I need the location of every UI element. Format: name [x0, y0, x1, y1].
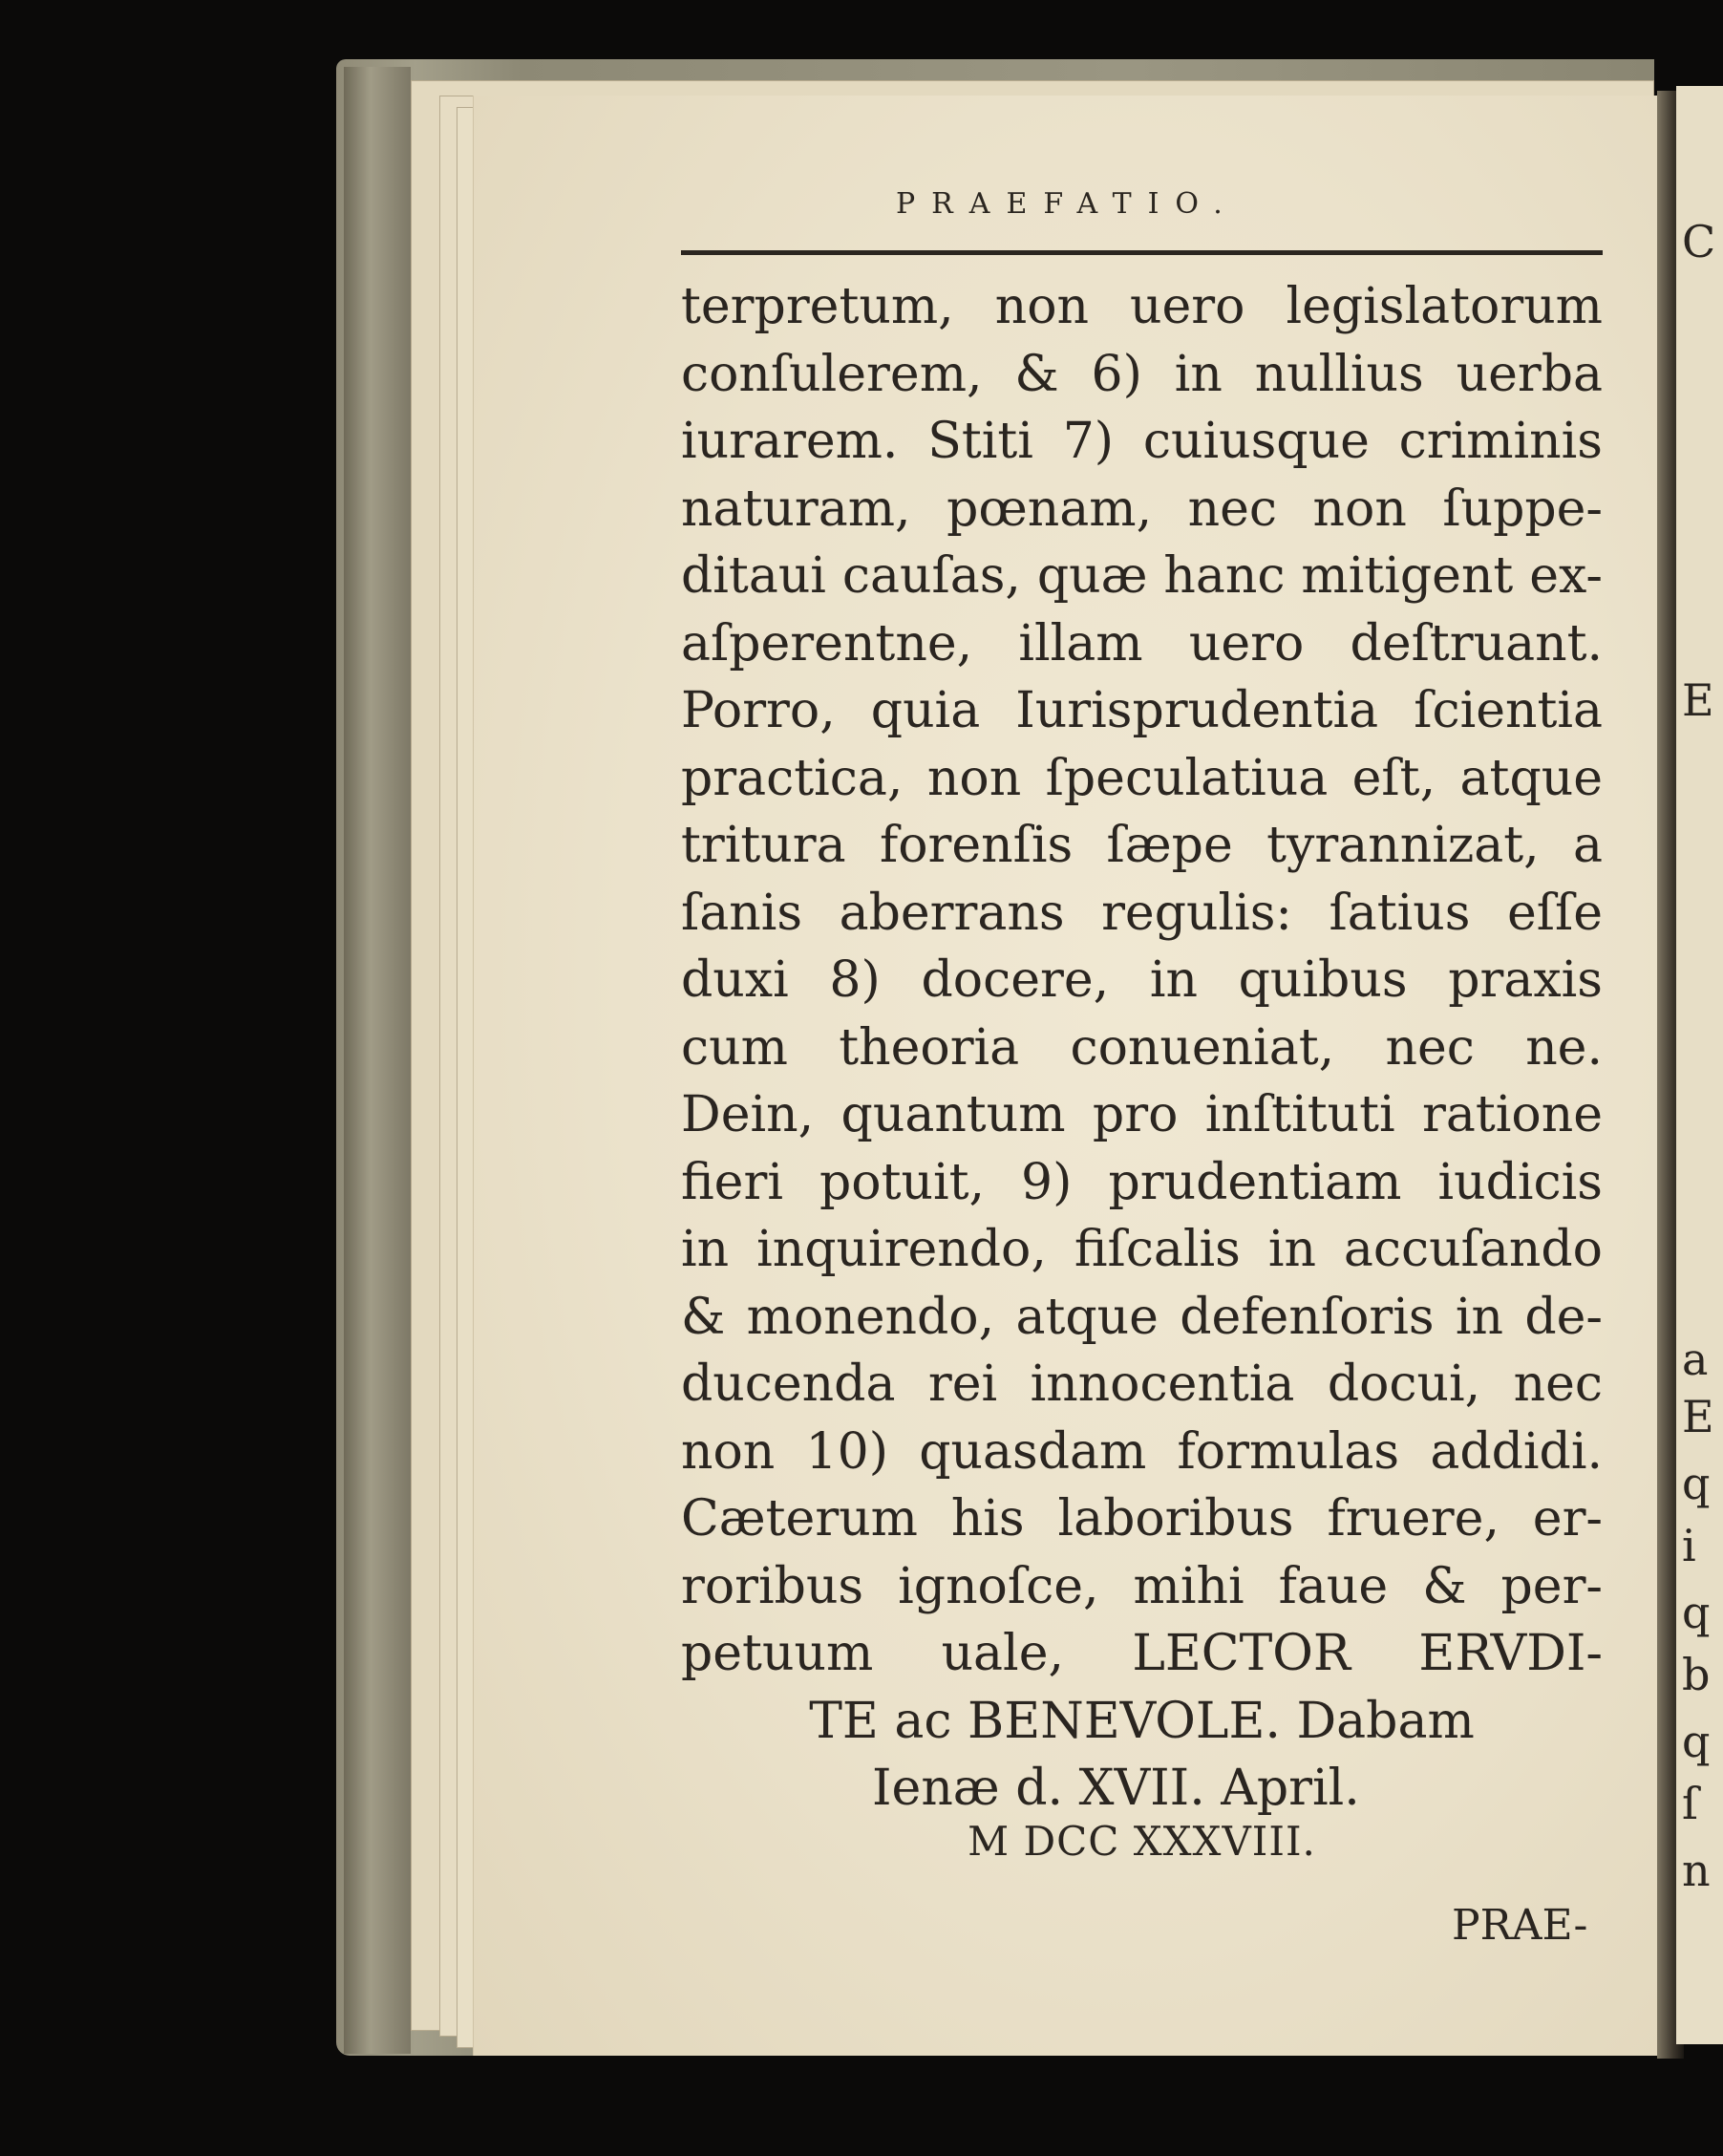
text-line: TE ac BENEVOLE. Dabam: [809, 1692, 1475, 1750]
running-head-text: PRAEFATIO.: [896, 187, 1239, 221]
text-line: tritura forenſis ſæpe tyrannizat, a: [681, 817, 1603, 874]
text-line: non 10) quasdam formulas addidi.: [681, 1422, 1603, 1481]
text-line: conſulerem, & 6) in nullius uerba: [681, 345, 1603, 403]
text-line: terpretum, non uero legislatorum: [681, 278, 1603, 335]
text-line: ditaui cauſas, quæ hanc mitigent ex-: [681, 547, 1603, 605]
facing-page-letter: q: [1682, 1716, 1711, 1767]
text-line: iurarem. Stiti 7) cuiusque criminis: [681, 413, 1603, 470]
text-line: Cæterum his laboribus fruere, er-: [681, 1490, 1603, 1548]
facing-page-letter: n: [1682, 1845, 1711, 1896]
facing-page-letter: E: [1682, 1391, 1714, 1442]
text-line: petuum uale, LECTOR ERVDI-: [681, 1625, 1603, 1682]
facing-page-letter: E: [1682, 674, 1714, 726]
cover-edge: [344, 67, 411, 2054]
text-line: Porro, quia Iurisprudentia ſcientia: [681, 682, 1603, 739]
text-line: Dein, quantum pro inſtituti ratione: [681, 1086, 1603, 1143]
facing-page-edge: [1676, 86, 1723, 2044]
text-line: practica, non ſpeculatiua eſt, atque: [681, 749, 1603, 807]
date-line: M DCC XXXVIII.: [968, 1818, 1316, 1865]
text-line: ſanis aberrans regulis: ſatius eſſe: [681, 884, 1603, 942]
text-line: aſperentne, illam uero deſtruant.: [681, 614, 1603, 672]
text-line: Ienæ d. XVII. April.: [872, 1760, 1360, 1817]
facing-page-letter: b: [1682, 1649, 1711, 1700]
text-line: in inquirendo, fiſcalis in accuſando: [681, 1221, 1603, 1278]
facing-page-letter: C: [1682, 216, 1716, 267]
facing-page-letter: q: [1682, 1587, 1711, 1638]
text-line: & monendo, atque defenſoris in de-: [681, 1288, 1603, 1346]
text-line: roribus ignoſce, mihi faue & per-: [681, 1557, 1603, 1615]
facing-page-letter: i: [1682, 1520, 1696, 1571]
header-rule: [681, 250, 1603, 255]
facing-page-letter: q: [1682, 1458, 1711, 1509]
text-line: naturam, pœnam, nec non ſuppe-: [681, 480, 1603, 538]
catchword: PRAE-: [1452, 1901, 1588, 1950]
facing-page-letter: ſ: [1682, 1778, 1699, 1829]
text-line: fieri potuit, 9) prudentiam iudicis: [681, 1153, 1603, 1211]
text-line: ducenda rei innocentia docui, nec: [681, 1356, 1603, 1413]
facing-page-letter: a: [1682, 1334, 1709, 1385]
body-text: [681, 273, 1603, 1823]
text-line: duxi 8) docere, in quibus praxis: [681, 951, 1603, 1009]
text-line: cum theoria conueniat, nec ne.: [681, 1018, 1603, 1077]
